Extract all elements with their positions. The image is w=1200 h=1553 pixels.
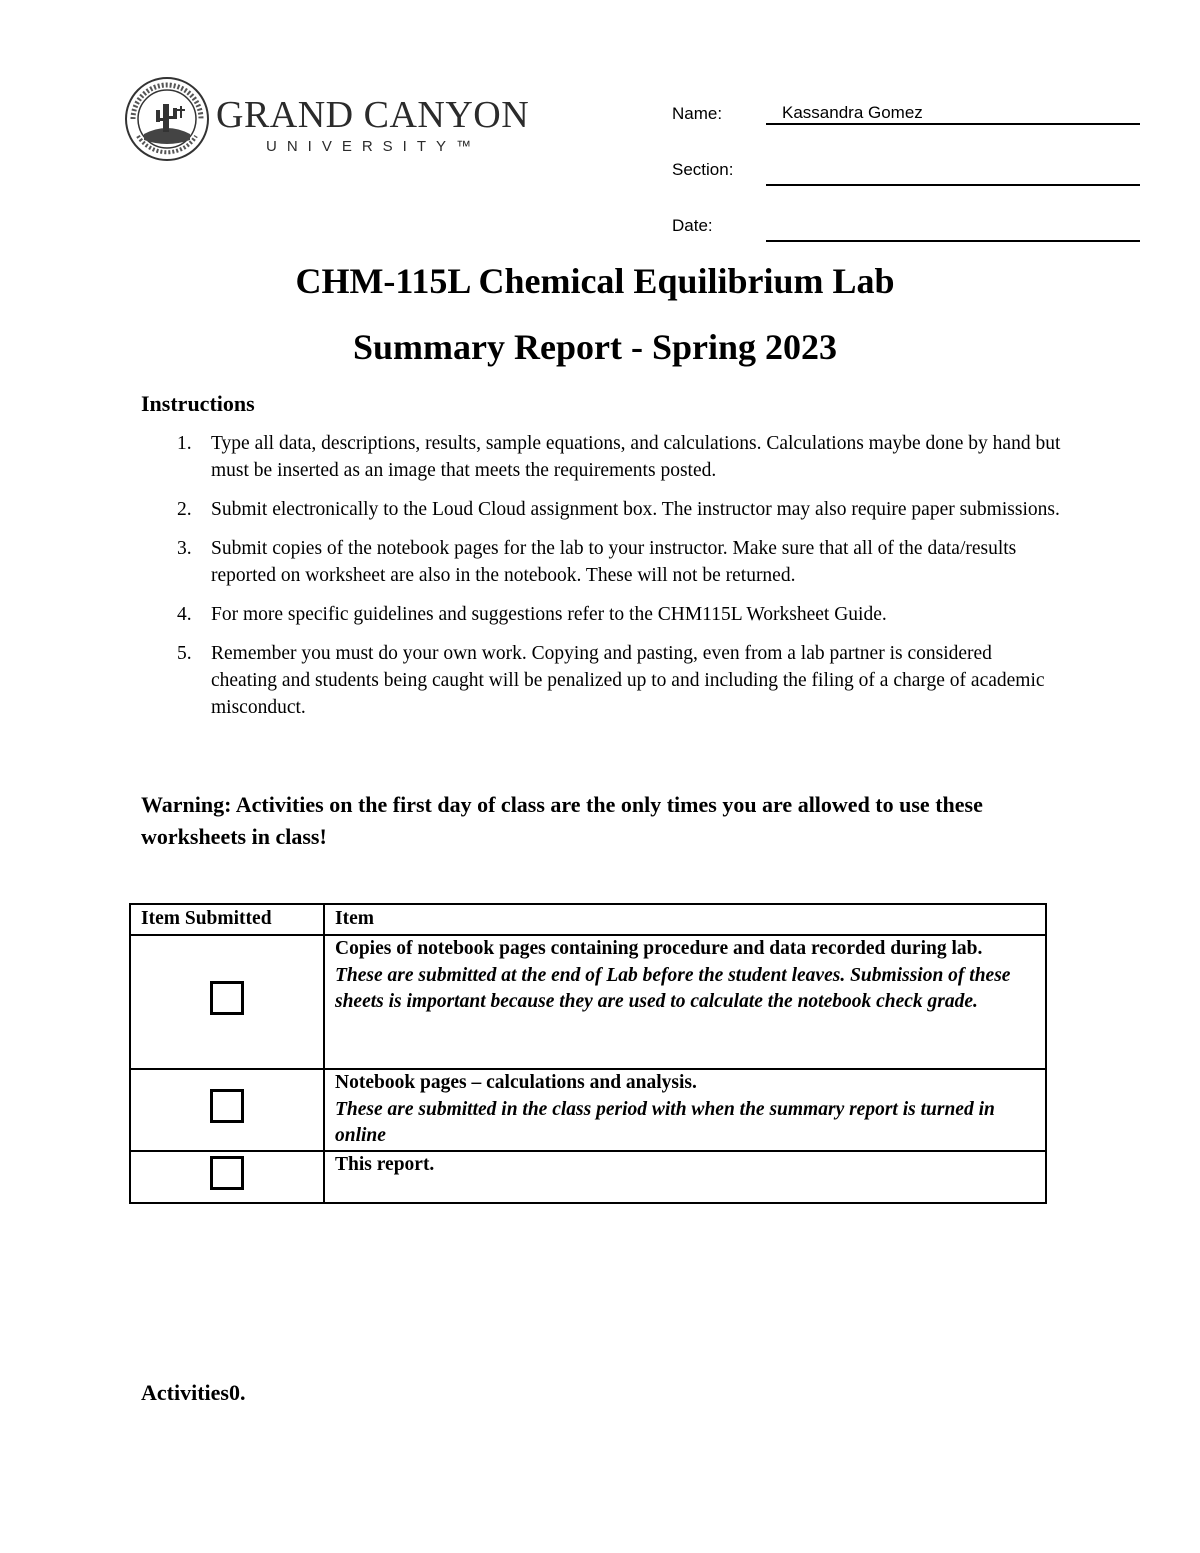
list-item-text: Submit electronically to the Loud Cloud assignment box. The instructor may also require paper submissions. <box>211 499 1060 520</box>
item-checkbox[interactable] <box>210 981 244 1015</box>
logo-wordmark: GRAND CANYON <box>216 94 530 136</box>
item-cell <box>324 1151 1046 1203</box>
item-checkbox[interactable] <box>210 1156 244 1190</box>
item-note: These are submitted in the class period with when the summary report is turned in online <box>335 1098 995 1146</box>
table-header-row <box>130 904 1046 935</box>
list-item <box>141 601 1061 628</box>
list-item-text: For more specific guidelines and suggestions refer to the CHM115L Worksheet Guide. <box>211 604 887 625</box>
list-item-number: 5. <box>177 643 192 664</box>
list-item-text: Remember you must do your own work. Copying and pasting, even from a lab partner is considered cheating and students being caught will be penalized up to and including the filing of a charge of academic misconduct. <box>211 643 1045 718</box>
list-item-number: 3. <box>177 538 192 559</box>
item-checkbox[interactable] <box>210 1089 244 1123</box>
page-subtitle: Summary Report - Spring 2023 <box>353 327 837 367</box>
university-seal-icon <box>124 76 210 162</box>
date-row <box>672 212 1140 262</box>
university-logo <box>124 76 530 162</box>
table-row <box>130 935 1046 1069</box>
list-item-number: 4. <box>177 604 192 625</box>
checkbox-cell <box>130 1069 324 1151</box>
name-row <box>672 100 1140 156</box>
table-row <box>130 1151 1046 1203</box>
submission-table <box>129 903 1047 1204</box>
item-title: Notebook pages – calculations and analysis. <box>335 1072 697 1093</box>
item-cell <box>324 935 1046 1069</box>
list-item <box>141 496 1061 523</box>
page-title: CHM-115L Chemical Equilibrium Lab <box>295 261 895 301</box>
activities-label: Activities0. <box>141 1380 246 1405</box>
checkbox-cell <box>130 1151 324 1203</box>
instructions-list <box>141 430 1061 733</box>
list-item-text: Type all data, descriptions, results, sample equations, and calculations. Calculations maybe done by hand but must be inserted as an image that meets the requirements posted. <box>211 433 1061 481</box>
warning-text: Warning: Activities on the first day of class are the only times you are allowed to use these worksheets in class! <box>141 792 983 849</box>
instructions-heading: Instructions <box>141 391 255 416</box>
column-header-item-submitted: Item Submitted <box>130 904 324 935</box>
table-row <box>130 1069 1046 1151</box>
section-label: Section: <box>672 160 734 179</box>
column-header-item: Item <box>324 904 1046 935</box>
date-label: Date: <box>672 216 713 235</box>
date-field[interactable] <box>766 220 1140 242</box>
item-title: Copies of notebook pages containing procedure and data recorded during lab. <box>335 938 983 959</box>
list-item <box>141 640 1061 721</box>
list-item <box>141 430 1061 484</box>
section-row <box>672 156 1140 212</box>
item-note: These are submitted at the end of Lab before the student leaves. Submission of these sheets is important because they are used to calculate the notebook check grade. <box>335 964 1011 1012</box>
list-item-number: 1. <box>177 433 192 454</box>
item-cell <box>324 1069 1046 1151</box>
list-item-number: 2. <box>177 499 192 520</box>
name-label: Name: <box>672 104 723 123</box>
item-title: This report. <box>335 1154 435 1175</box>
name-field[interactable]: Kassandra Gomez <box>766 103 1140 125</box>
section-field[interactable] <box>766 164 1140 186</box>
list-item-text: Submit copies of the notebook pages for the lab to your instructor. Make sure that all of the data/results reported on worksheet are also in the notebook. These will not be returned. <box>211 538 1017 586</box>
list-item <box>141 535 1061 589</box>
logo-subline: UNIVERSITY™ <box>266 138 482 155</box>
checkbox-cell <box>130 935 324 1069</box>
student-info-fields <box>672 100 1140 262</box>
